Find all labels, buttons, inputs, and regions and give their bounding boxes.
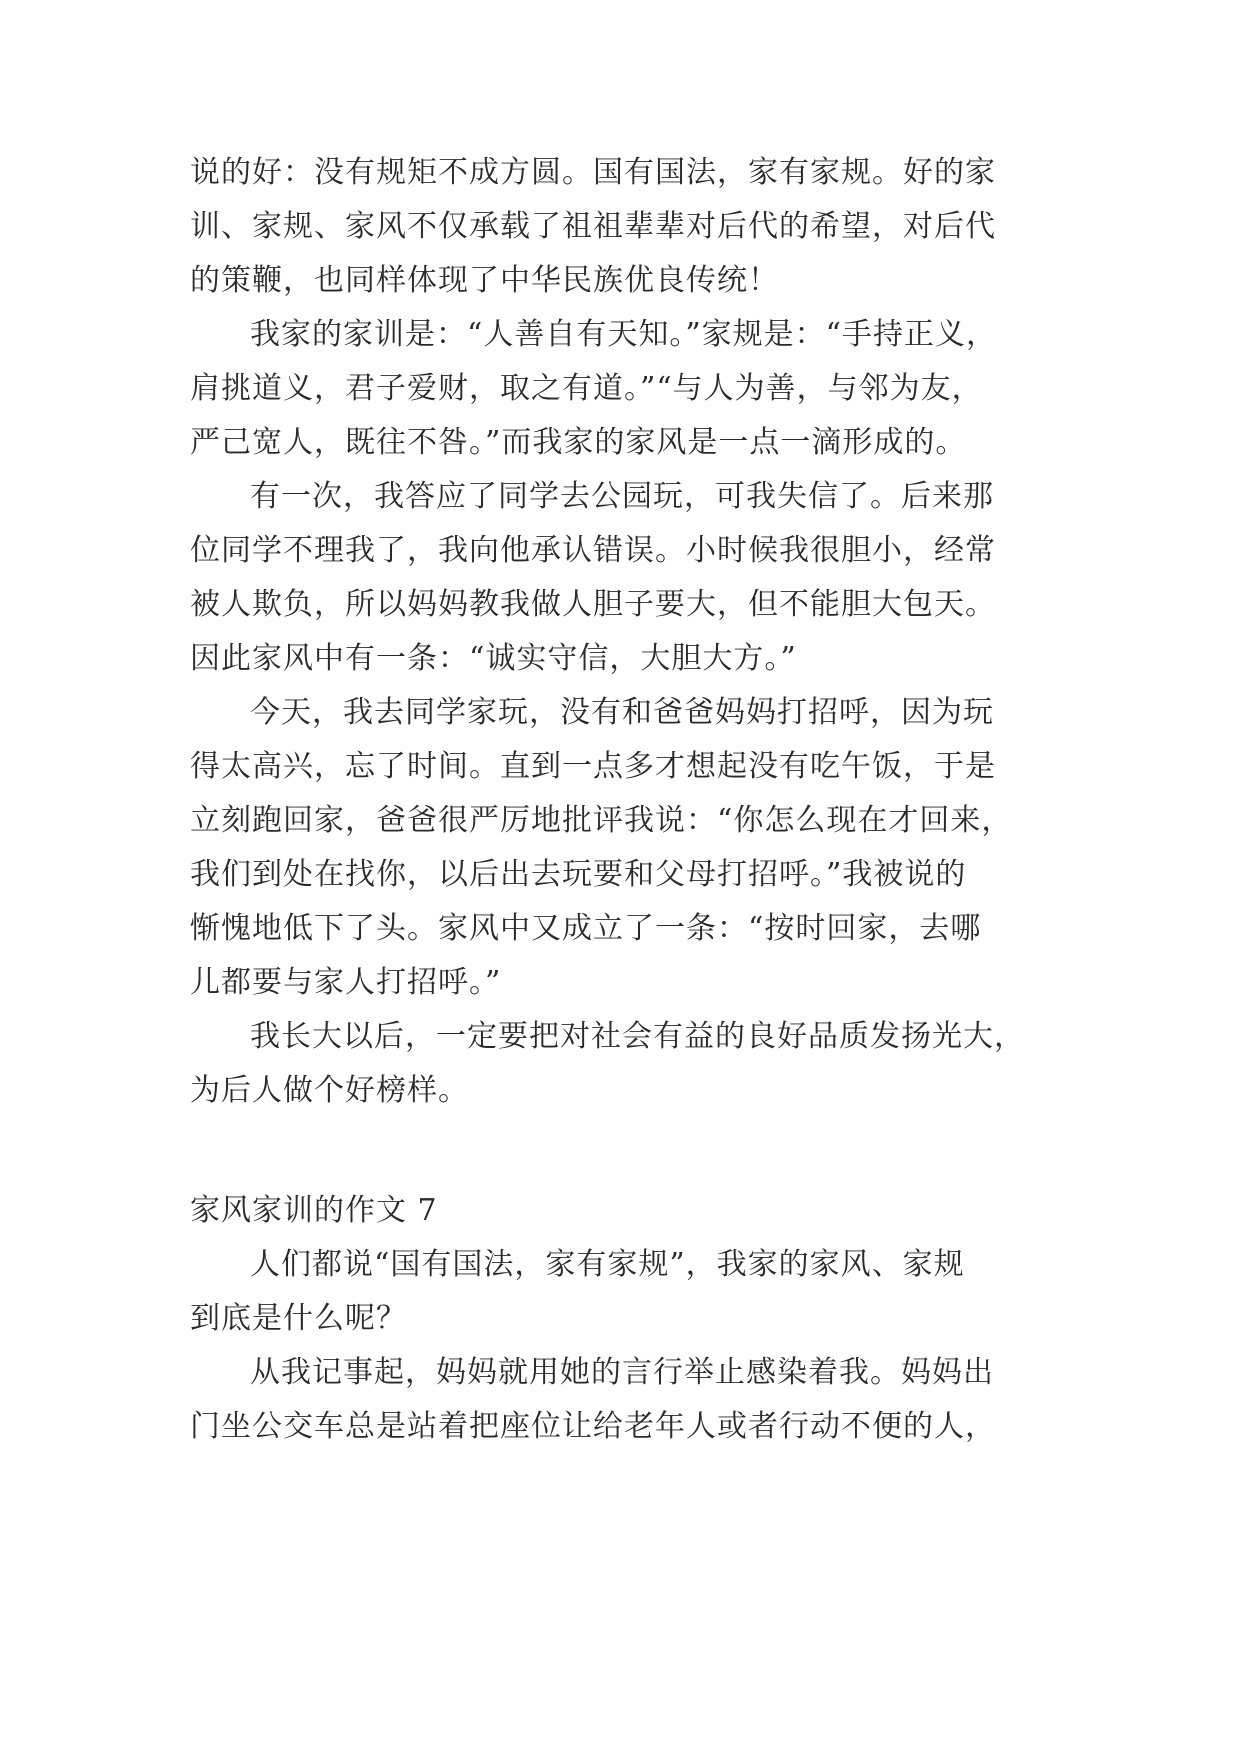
paragraph-first-line: 我长大以后，一定要把对社会有益的良好品质发扬光大， [250,1019,1025,1054]
text-line: 严己宽人，既往不咎。”而我家的家风是一点一滴形成的。 [190,425,967,460]
text-line: 说的好：没有规矩不成方圆。国有国法，家有家规。好的家 [190,155,996,190]
text-line: 因此家风中有一条：“诚实守信，大胆大方。” [190,641,797,676]
section-title: 家风家训的作文 7 [190,1193,438,1228]
text-line: 到底是什么呢？ [190,1301,407,1336]
text-line: 的策鞭，也同样体现了中华民族优良传统！ [190,263,779,298]
text-line: 我们到处在找你，以后出去玩要和父母打招呼。”我被说的 [190,857,967,892]
text-line: 肩挑道义，君子爱财，取之有道。”“与人为善，与邻为友， [190,371,983,406]
paragraph-first-line: 人们都说“国有国法，家有家规”，我家的家风、家规 [250,1247,965,1282]
paragraph-first-line: 今天，我去同学家玩，没有和爸爸妈妈打招呼，因为玩 [250,695,994,730]
text-line: 惭愧地低下了头。家风中又成立了一条：“按时回家，去哪 [190,911,982,946]
text-line: 得太高兴，忘了时间。直到一点多才想起没有吃午饭，于是 [190,749,996,784]
paragraph-first-line: 从我记事起，妈妈就用她的言行举止感染着我。妈妈出 [250,1355,994,1390]
paragraph-first-line: 有一次，我答应了同学去公园玩，可我失信了。后来那 [250,479,994,514]
text-line: 立刻跑回家，爸爸很严厉地批评我说：“你怎么现在才回来， [190,803,1013,838]
text-line: 为后人做个好榜样。 [190,1073,469,1108]
text-line: 门坐公交车总是站着把座位让给老年人或者行动不便的人， [190,1409,996,1444]
text-line: 儿都要与家人打招呼。” [190,965,502,1000]
text-line: 训、家规、家风不仅承载了祖祖辈辈对后代的希望，对后代 [190,209,996,244]
text-line: 被人欺负，所以妈妈教我做人胆子要大，但不能胆大包天。 [190,587,996,622]
paragraph-first-line: 我家的家训是：“人善自有天知。”家规是：“手持正义， [250,317,998,352]
text-line: 位同学不理我了，我向他承认错误。小时候我很胆小，经常 [190,533,996,568]
